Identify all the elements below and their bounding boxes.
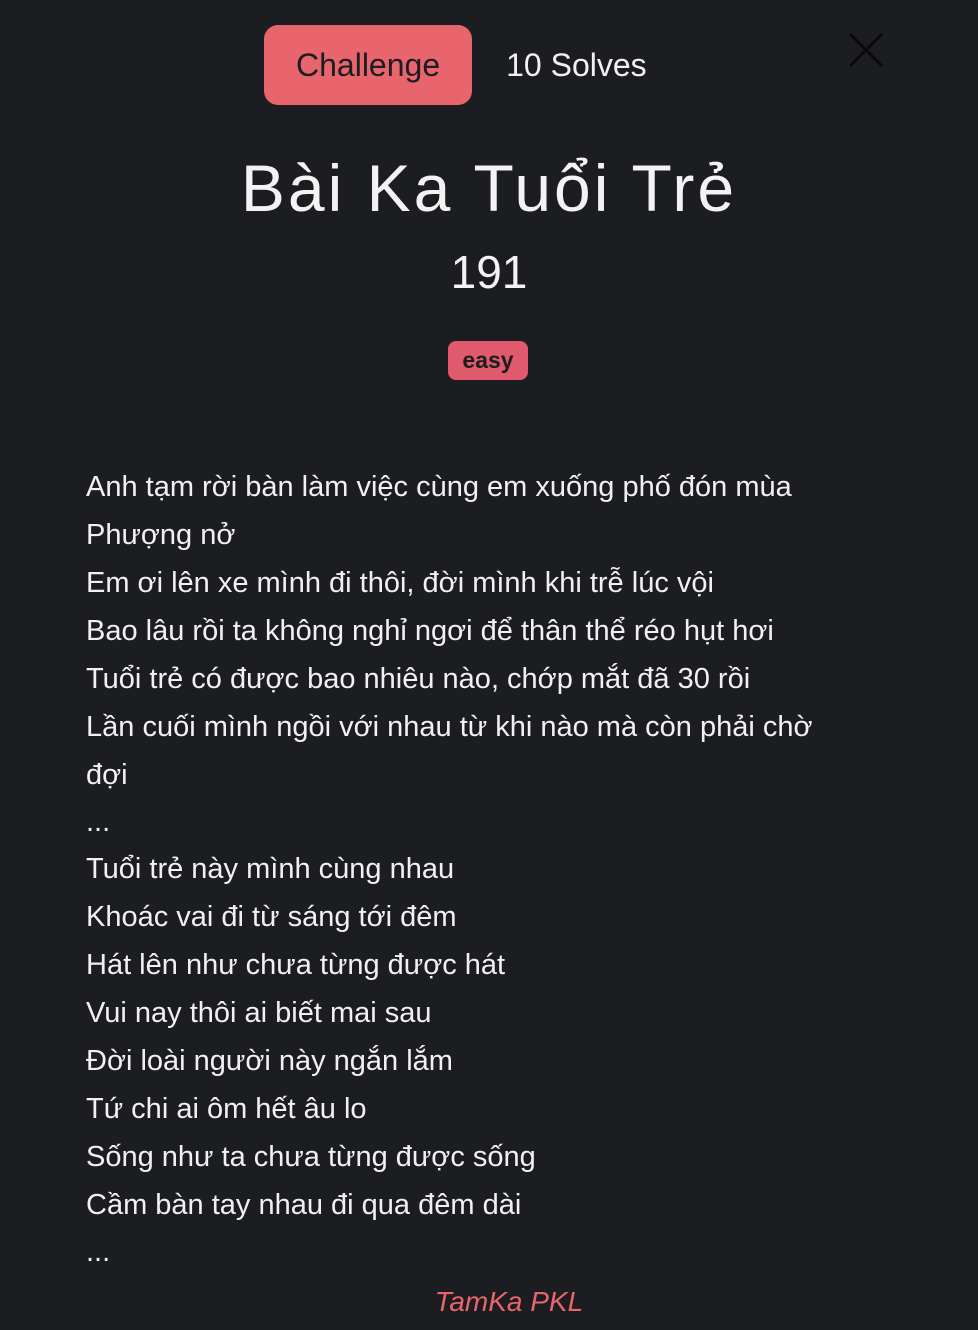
lyric-ellipsis: ... <box>86 806 111 838</box>
modal-tabs <box>264 25 647 105</box>
lyric-line: Tuổi trẻ này mình cùng nhau <box>86 853 455 885</box>
lyric-line: Tứ chi ai ôm hết âu lo <box>86 1093 367 1125</box>
challenge-title: Bài Ka Tuổi Trẻ <box>240 151 738 225</box>
author-signature: TamKa PKL <box>434 1286 584 1317</box>
lyric-line: Anh tạm rời bàn làm việc cùng em xuống phố đón mùa <box>86 471 792 503</box>
lyric-line: Vui nay thôi ai biết mai sau <box>86 997 432 1029</box>
lyric-line: Hát lên như chưa từng được hát <box>86 949 506 981</box>
lyric-line: Lần cuối mình ngồi với nhau từ khi nào mà còn phải chờ <box>86 711 813 743</box>
close-icon <box>846 30 886 70</box>
lyric-line: Khoác vai đi từ sáng tới đêm <box>86 901 457 933</box>
lyric-line: Bao lâu rồi ta không nghỉ ngơi để thân thể réo hụt hơi <box>86 615 774 647</box>
lyric-line: Phượng nở <box>86 519 236 551</box>
tab-challenge[interactable]: Challenge <box>264 25 472 105</box>
lyric-line: Đời loài người này ngắn lắm <box>86 1045 453 1077</box>
challenge-points: 191 <box>450 246 528 298</box>
difficulty-tag: easy <box>448 341 528 380</box>
challenge-description <box>86 463 856 1275</box>
lyric-line: Em ơi lên xe mình đi thôi, đời mình khi trễ lúc vội <box>86 567 714 599</box>
lyric-line: Sống như ta chưa từng được sống <box>86 1141 536 1173</box>
lyric-line: đợi <box>86 759 128 791</box>
lyric-line: Tuổi trẻ có được bao nhiêu nào, chớp mắt đã 30 rồi <box>86 663 751 695</box>
lyric-ellipsis: ... <box>86 1236 111 1268</box>
close-button[interactable] <box>846 30 886 70</box>
lyric-line: Cầm bàn tay nhau đi qua đêm dài <box>86 1189 522 1221</box>
tab-solves[interactable]: 10 Solves <box>506 46 647 83</box>
